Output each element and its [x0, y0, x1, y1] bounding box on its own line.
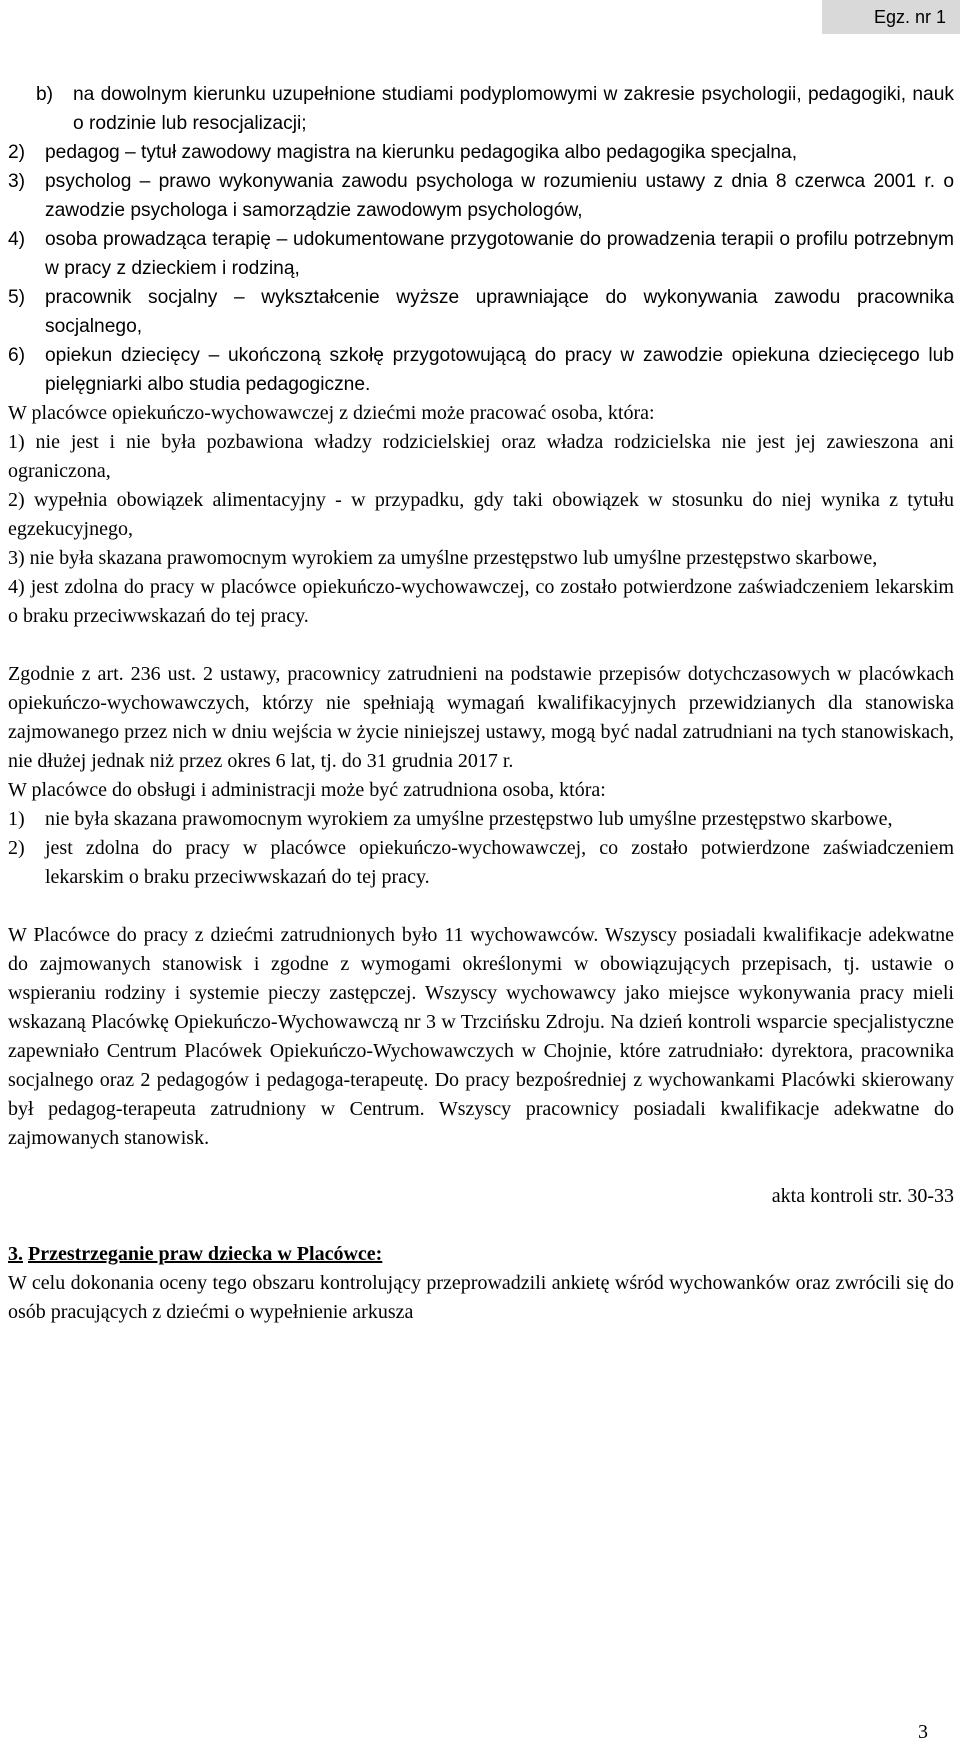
list-item	[8, 283, 954, 341]
list-item-text: pracownik socjalny – wykształcenie wyższe uprawniające do wykonywania zawodu pracownika socjalnego,	[45, 287, 954, 337]
care-requirement-3: 3) nie była skazana prawomocnym wyrokiem za umyślne przestępstwo lub umyślne przestępstwo skarbowe,	[8, 547, 878, 569]
qualifications-list	[8, 80, 954, 138]
spacer	[8, 631, 954, 660]
list-item-number: b)	[36, 84, 54, 105]
list-item-text: psycholog – prawo wykonywania zawodu psychologa w rozumieniu ustawy z dnia 8 czerwca 2001 r. o zawodzie psychologa i samorządzie zawodowym psychologów,	[45, 171, 954, 221]
care-staff-intro: W placówce opiekuńczo-wychowawczej z dziećmi może pracować osoba, która:	[8, 402, 655, 424]
list-item-number: 4)	[8, 229, 26, 250]
list-item-text: opiekun dziecięcy – ukończoną szkołę przygotowującą do pracy w zawodzie opiekuna dziecięcego lub pielęgniarki albo studia pedagogiczne.	[45, 345, 954, 395]
page-number: 3	[918, 1721, 928, 1743]
list-item	[8, 167, 954, 225]
list-item-number: 3)	[8, 171, 26, 192]
section-3-title: Przestrzeganie praw dziecka w Placówce:	[28, 1243, 383, 1265]
list-item-number: 2)	[8, 142, 26, 163]
list-item-text: pedagog – tytuł zawodowy magistra na kierunku pedagogika albo pedagogika specjalna,	[45, 142, 798, 163]
section-3-number: 3.	[8, 1243, 23, 1265]
copy-number-label: Egz. nr 1	[873, 7, 946, 27]
list-item-text: osoba prowadząca terapię – udokumentowane przygotowanie do prowadzenia terapii o profilu potrzebnym w pracy z dzieckiem i rodziną,	[45, 229, 954, 279]
spacer	[8, 1153, 954, 1182]
spacer	[8, 1211, 954, 1240]
list-item-text: nie była skazana prawomocnym wyrokiem za umyślne przestępstwo lub umyślne przestępstwo skarbowe,	[45, 808, 893, 830]
section-3-heading	[8, 1240, 954, 1269]
list-item-number: 5)	[8, 287, 26, 308]
list-item-number: 2)	[8, 837, 25, 859]
care-requirement-2: 2) wypełnia obowiązek alimentacyjny - w przypadku, gdy taki obowiązek w stosunku do niej wynika z tytułu egzekucyjnego,	[8, 489, 954, 540]
list-item	[8, 834, 954, 892]
spacer	[8, 892, 954, 921]
files-reference: akta kontroli str. 30-33	[771, 1185, 954, 1207]
list-item	[36, 80, 954, 138]
list-item-text: na dowolnym kierunku uzupełnione studiami podyplomowymi w zakresie psychologii, pedagogiki, nauk o rodzinie lub resocjalizacji;	[73, 84, 954, 134]
list-item-number: 6)	[8, 345, 26, 366]
section-3-text: W celu dokonania oceny tego obszaru kontrolujący przeprowadzili ankietę wśród wychowanków oraz zwrócili się do osób pracujących z dziećmi o wypełnienie arkusza	[8, 1272, 954, 1323]
list-item	[8, 225, 954, 283]
document-page	[8, 80, 954, 1327]
care-requirement-4: 4) jest zdolna do pracy w placówce opiekuńczo-wychowawczej, co zostało potwierdzone zaświadczeniem lekarskim o braku przeciwwskazań do tej pracy.	[8, 576, 954, 627]
list-item-number: 1)	[8, 808, 25, 830]
care-requirement-1: 1) nie jest i nie była pozbawiona władzy rodzicielskiej oraz władza rodzicielska nie jest jej zawieszona ani ograniczona,	[8, 431, 954, 482]
article-236-paragraph: Zgodnie z art. 236 ust. 2 ustawy, pracownicy zatrudnieni na podstawie przepisów dotychczasowych w placówkach opiekuńczo-wychowawczych, którzy nie spełniają wymagań kwalifikacyjnych przewidzianych dla stanowiska zajmowanego przez nich w dniu wejścia w życie niniejszej ustawy, mogą być nadal zatrudniani na tych stanowiskach, nie dłużej jednak niż przez okres 6 lat, tj. do 31 grudnia 2017 r.	[8, 663, 954, 772]
list-item-text: jest zdolna do pracy w placówce opiekuńczo-wychowawczej, co zostało potwierdzone zaświadczeniem lekarskim o braku przeciwwskazań do tej pracy.	[45, 837, 954, 888]
list-item	[8, 805, 954, 834]
staff-paragraph: W Placówce do pracy z dziećmi zatrudnionych było 11 wychowawców. Wszyscy posiadali kwalifikacje adekwatne do zajmowanych stanowisk i zgodne z wymogami określonymi w obowiązujących przepisach, tj. ustawie o wspieraniu rodziny i systemie pieczy zastępczej. Wszyscy wychowawcy jako miejsce wykonywania pracy mieli wskazaną Placówkę Opiekuńczo-Wychowawczą nr 3 w Trzcińsku Zdroju. Na dzień kontroli wsparcie specjalistyczne zapewniało Centrum Placówek Opiekuńczo-Wychowawczych w Chojnie, które zatrudniało: dyrektora, pracownika socjalnego oraz 2 pedagogów i pedagoga-terapeutę. Do pracy bezpośredniej z wychowankami Placówki skierowany był pedagog-terapeuta zatrudniony w Centrum. Wszyscy pracownicy posiadali kwalifikacje adekwatne do zajmowanych stanowisk.	[8, 924, 954, 1149]
list-item	[8, 138, 954, 167]
admin-staff-intro: W placówce do obsługi i administracji może być zatrudniona osoba, która:	[8, 779, 606, 801]
list-item	[8, 341, 954, 399]
copy-number-header	[822, 0, 960, 34]
